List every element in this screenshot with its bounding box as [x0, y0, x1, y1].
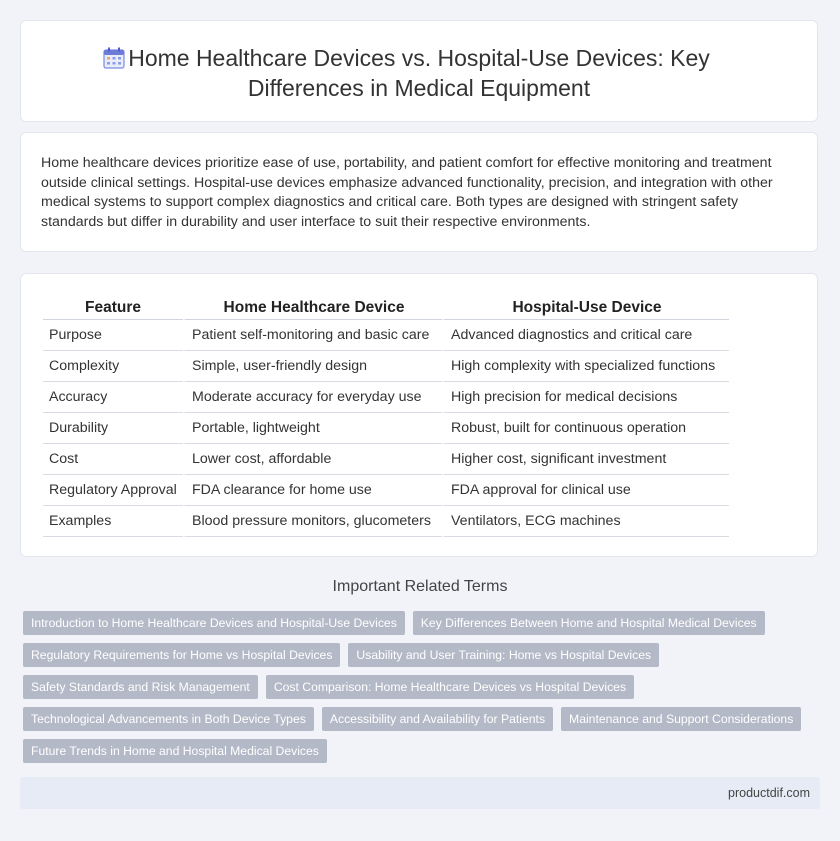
- cell-hospital: Ventilators, ECG machines: [442, 506, 729, 537]
- page-title-line-2: Differences in Medical Equipment: [247, 75, 591, 101]
- cell-feature: Complexity: [43, 351, 183, 382]
- table-row: [43, 351, 729, 382]
- cell-feature: Examples: [43, 506, 183, 537]
- table-row: [43, 413, 729, 444]
- cell-hospital: High complexity with specialized functions: [442, 351, 729, 382]
- intro-card: [20, 132, 818, 252]
- related-term-link[interactable]: Cost Comparison: Home Healthcare Devices vs Hospital Devices: [266, 675, 634, 699]
- header-hospital-device: Hospital-Use Device: [442, 297, 729, 320]
- title-card: [20, 20, 818, 122]
- related-term-link[interactable]: Regulatory Requirements for Home vs Hospital Devices: [23, 643, 340, 667]
- cell-home: Portable, lightweight: [183, 413, 442, 444]
- cell-hospital: Advanced diagnostics and critical care: [442, 320, 729, 351]
- cell-home: Simple, user-friendly design: [183, 351, 442, 382]
- cell-feature: Regulatory Approval: [43, 475, 183, 506]
- cell-home: Blood pressure monitors, glucometers: [183, 506, 442, 537]
- related-term-link[interactable]: Key Differences Between Home and Hospital Medical Devices: [413, 611, 765, 635]
- table-row: [43, 506, 729, 537]
- cell-feature: Cost: [43, 444, 183, 475]
- cell-home: Moderate accuracy for everyday use: [183, 382, 442, 413]
- intro-paragraph: Home healthcare devices prioritize ease of use, portability, and patient comfort for effective monitoring and treatment outside clinical settings. Hospital-use devices emphasize advanced functionality, precision, and integration with other medical systems to support complex diagnostics and critical care. Both types are designed with stringent safety standards but differ in durability and user interface to suit their respective environments.: [41, 155, 773, 230]
- related-term-link[interactable]: Usability and User Training: Home vs Hospital Devices: [348, 643, 659, 667]
- table-header-row: [43, 297, 729, 320]
- cell-home: Patient self-monitoring and basic care: [183, 320, 442, 351]
- cell-feature: Purpose: [43, 320, 183, 351]
- footer: [20, 777, 820, 809]
- comparison-table: [43, 297, 729, 537]
- page-title: [21, 43, 817, 103]
- related-terms-title: Important Related Terms: [332, 578, 508, 595]
- footer-site-link[interactable]: productdif.com: [728, 786, 810, 800]
- table-row: [43, 475, 729, 506]
- cell-home: FDA clearance for home use: [183, 475, 442, 506]
- related-term-link[interactable]: Safety Standards and Risk Management: [23, 675, 258, 699]
- related-term-link[interactable]: Technological Advancements in Both Device Types: [23, 707, 314, 731]
- related-term-link[interactable]: Future Trends in Home and Hospital Medical Devices: [23, 739, 327, 763]
- comparison-card: [20, 273, 818, 557]
- cell-hospital: High precision for medical decisions: [442, 382, 729, 413]
- table-row: [43, 382, 729, 413]
- table-row: [43, 320, 729, 351]
- cell-feature: Durability: [43, 413, 183, 444]
- cell-home: Lower cost, affordable: [183, 444, 442, 475]
- header-home-device: Home Healthcare Device: [183, 297, 442, 320]
- cell-hospital: Robust, built for continuous operation: [442, 413, 729, 444]
- related-terms-list: [23, 611, 803, 763]
- header-feature: Feature: [43, 297, 183, 320]
- related-term-link[interactable]: Maintenance and Support Considerations: [561, 707, 801, 731]
- related-term-link[interactable]: Accessibility and Availability for Patients: [322, 707, 553, 731]
- page-title-line-1: Home Healthcare Devices vs. Hospital-Use Devices: Key: [128, 45, 710, 71]
- related-term-link[interactable]: Introduction to Home Healthcare Devices and Hospital-Use Devices: [23, 611, 405, 635]
- table-row: [43, 444, 729, 475]
- cell-hospital: FDA approval for clinical use: [442, 475, 729, 506]
- cell-feature: Accuracy: [43, 382, 183, 413]
- cell-hospital: Higher cost, significant investment: [442, 444, 729, 475]
